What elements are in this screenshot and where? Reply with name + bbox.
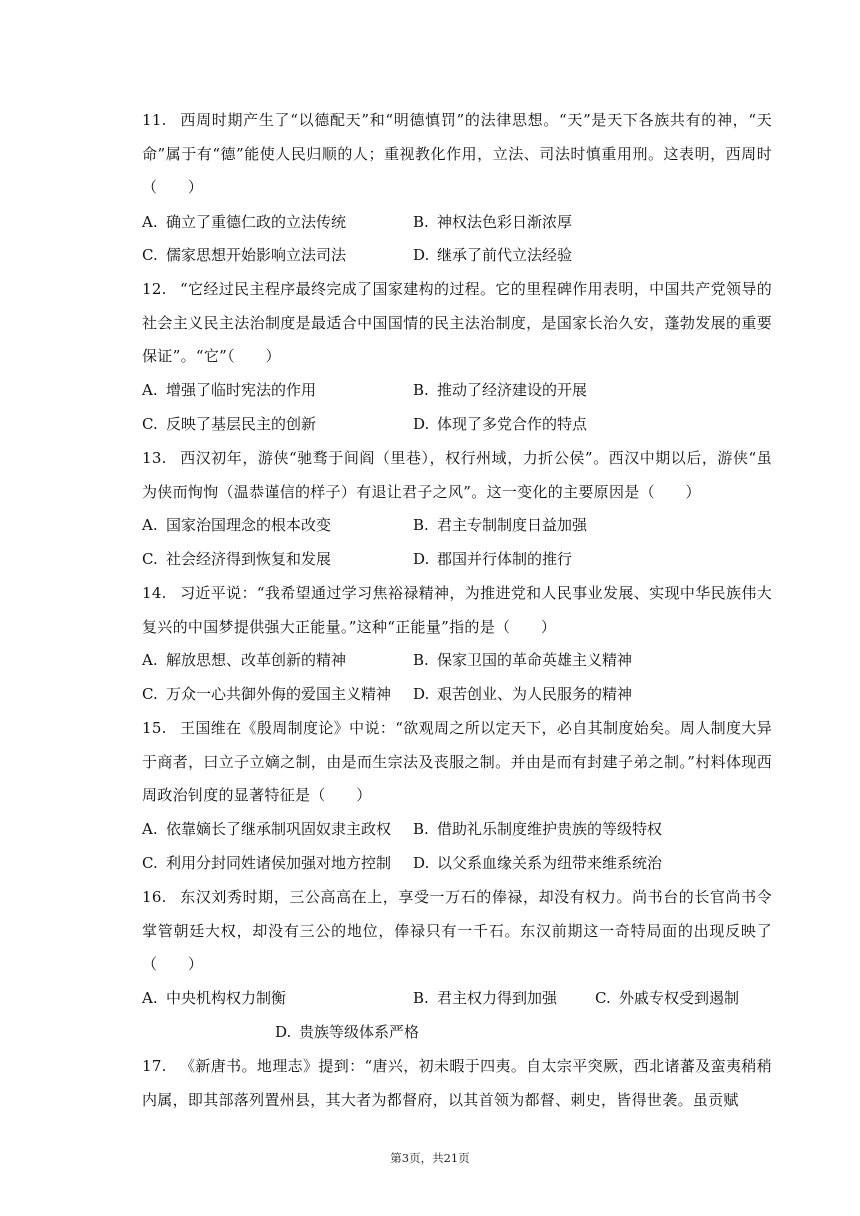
question-12-option-a[interactable]: A. 增强了临时宪法的作用: [142, 381, 317, 399]
question-text: 西周时期产生了“以德配天”和“明德慎罚”的法律思想。“天”是天下各族共有的神，“天命”属于有“德”能使人民归顺的人；重视教化作用，立法、司法时慎重用刑。这表明，西周时（ ）: [142, 111, 772, 196]
question-13-option-c[interactable]: C. 社会经济得到恢复和发展: [142, 550, 332, 568]
question-16-stem: [142, 881, 772, 982]
question-text: 习近平说：“我希望通过学习焦裕禄精神，为推进党和人民事业发展、实现中华民族伟大复兴的中国梦提供强大正能量。”这种“正能量”指的是（ ）: [142, 584, 772, 636]
question-15-option-a[interactable]: A. 依靠嫡长了继承制巩固奴隶主政权: [142, 820, 392, 838]
question-15-stem: [142, 712, 772, 813]
question-text: 王国维在《殷周制度论》中说：“欲观周之所以定天下，必自其制度始矣。周人制度大异于商者，曰立子立嫡之制，由是而生宗法及丧服之制。并由是而有封建子弟之制。”村料体现西周政治钊度的显著特征是（ ）: [142, 719, 772, 804]
question-14-option-c[interactable]: C. 万众一心共御外侮的爱国主义精神: [142, 685, 392, 703]
question-13-option-a[interactable]: A. 国家治国理念的根本改变: [142, 516, 332, 534]
question-number: 17.: [142, 1057, 167, 1075]
question-12-option-d[interactable]: D. 体现了多党合作的特点: [413, 415, 588, 433]
question-11-option-d[interactable]: D. 继承了前代立法经验: [413, 246, 573, 264]
question-14-stem: [142, 577, 772, 644]
question-text: “它经过民主程序最终完成了国家建构的过程。它的里程碑作用表明，中国共产党领导的社会主义民主法治制度是最适合中国国情的民主法治制度，是国家长治久安，蓬勃发展的重要保证”。“它”（ ）: [142, 280, 772, 365]
question-12-stem: [142, 273, 772, 374]
question-number: 13.: [142, 449, 167, 467]
question-12-option-c[interactable]: C. 反映了基层民主的创新: [142, 415, 317, 433]
page-footer: 第3页，共21页: [390, 1151, 470, 1165]
question-text: 《新唐书。地理志》提到：“唐兴，初未暇于四夷。自太宗平突厥，西北诸蕃及蛮夷稍稍内属，即其部落列置州县，其大者为都督府，以其首领为都督、刺史，皆得世袭。虽贡赋: [142, 1057, 772, 1109]
question-13-stem: [142, 442, 772, 509]
question-15-option-d[interactable]: D. 以父系血缘关系为纽带来维系统治: [413, 854, 663, 872]
question-11-option-b[interactable]: B. 神权法色彩日渐浓厚: [413, 213, 573, 231]
question-number: 14.: [142, 584, 167, 602]
question-13-option-b[interactable]: B. 君主专制制度日益加强: [413, 516, 588, 534]
question-11-option-c[interactable]: C. 儒家思想开始影响立法司法: [142, 246, 347, 264]
question-12-option-b[interactable]: B. 推动了经济建设的开展: [413, 381, 588, 399]
question-11-option-a[interactable]: A. 确立了重德仁政的立法传统: [142, 213, 347, 231]
question-15-option-b[interactable]: B. 借助礼乐制度维护贵族的等级特权: [413, 820, 663, 838]
question-16-option-c[interactable]: C. 外戚专权受到遏制: [595, 989, 740, 1007]
question-16-option-d[interactable]: D. 贵族等级体系严格: [275, 1023, 420, 1041]
question-17-stem: [142, 1050, 772, 1117]
question-number: 11.: [142, 111, 167, 129]
question-text: 西汉初年，游侠“驰骛于间阎（里巷），权行州域，力折公侯”。西汉中期以后，游侠“虽为侠而恂恂（温恭谨信的样子）有退让君子之风”。这一变化的主要原因是（ ）: [142, 449, 772, 501]
question-14-option-b[interactable]: B. 保家卫国的革命英雄主义精神: [413, 651, 633, 669]
question-text: 东汉刘秀时期，三公高高在上，享受一万石的俸禄，却没有权力。尚书台的长官尚书令掌管朝廷大权，却没有三公的地位，俸禄只有一千石。东汉前期这一奇特局面的出现反映了（ ）: [142, 888, 772, 973]
question-14-option-a[interactable]: A. 解放思想、改革创新的精神: [142, 651, 347, 669]
question-number: 15.: [142, 719, 167, 737]
question-number: 16.: [142, 888, 167, 906]
question-14-option-d[interactable]: D. 艰苦创业、为人民服务的精神: [413, 685, 633, 703]
question-number: 12.: [142, 280, 167, 298]
question-16-option-b[interactable]: B. 君主权力得到加强: [413, 989, 558, 1007]
question-16-option-a[interactable]: A. 中央机构权力制衡: [142, 989, 287, 1007]
question-15-option-c[interactable]: C. 利用分封同姓诸侯加强对地方控制: [142, 854, 392, 872]
question-13-option-d[interactable]: D. 郡国并行体制的推行: [413, 550, 573, 568]
question-11-stem: [142, 104, 772, 205]
